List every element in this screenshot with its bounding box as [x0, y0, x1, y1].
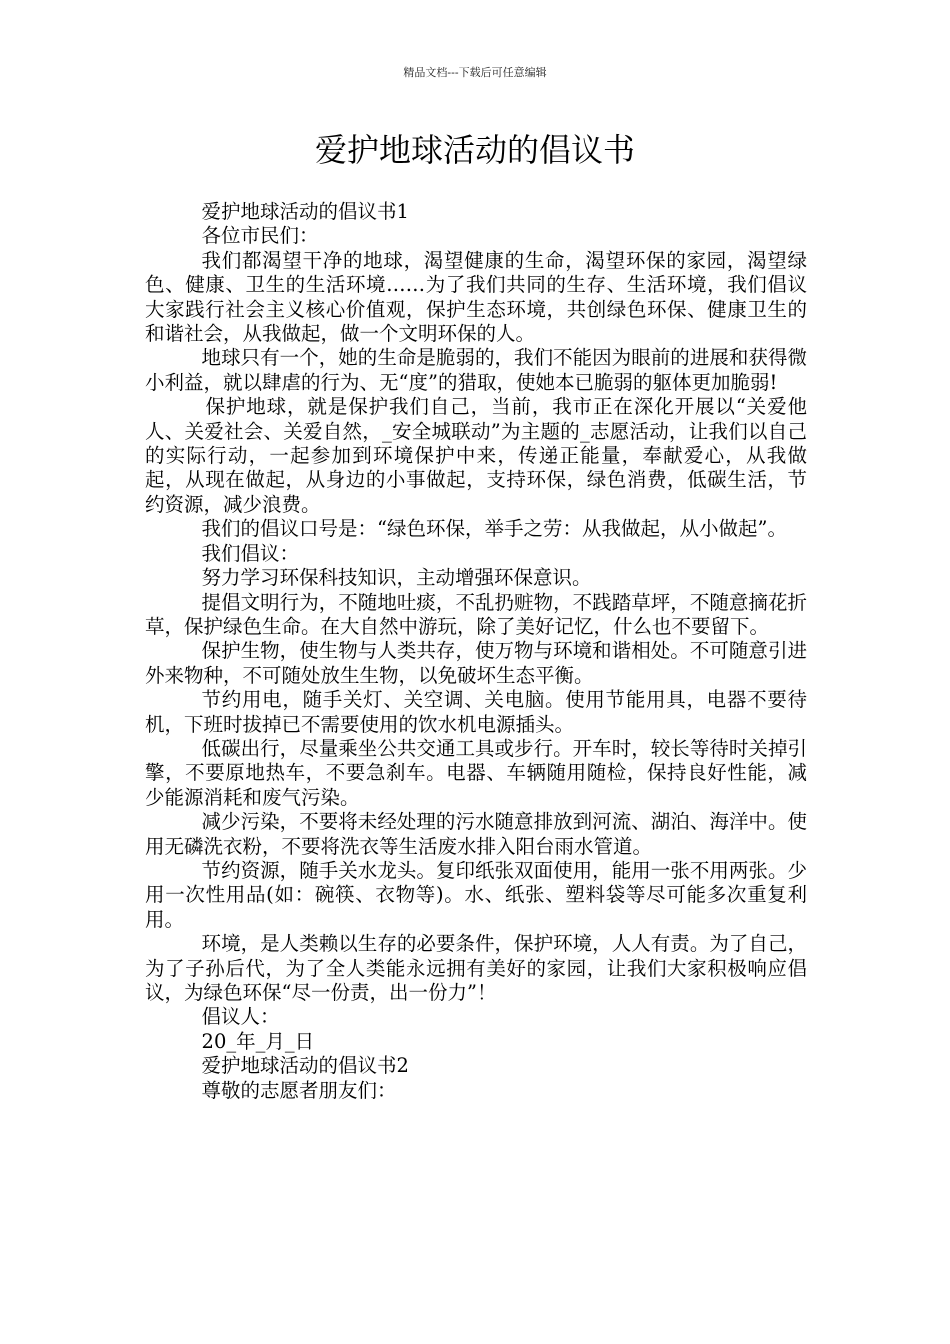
section-heading: 爱护地球活动的倡议书2: [201, 1054, 409, 1078]
paragraph: 环境，是人类赖以生存的必要条件，保护环境，人人有责。为了自己，为了子孙后代，为了全人类能永远拥有美好的家园，让我们大家积极响应倡议，为绿色环保“尽一份责，出一份力”！: [145, 932, 807, 1004]
document-title: 爱护地球活动的倡议书: [314, 131, 635, 169]
salutation: 各位市民们：: [201, 224, 319, 248]
paragraph: 节约资源，随手关水龙头。复印纸张双面使用，能用一张不用两张。少用一次性用品(如：碗筷、衣物等)。水、纸张、塑料袋等尽可能多次重复利用。: [145, 858, 807, 931]
paragraph: 节约用电，随手关灯、关空调、关电脑。使用节能用具，电器不要待机，下班时拔掉已不需要使用的饮水机电源插头。: [145, 688, 807, 736]
date-line: 20_年_月_日: [201, 1029, 315, 1053]
header-note: 精品文档---下载后可任意编辑: [403, 66, 547, 79]
paragraph: 努力学习环保科技知识，主动增强环保意识。: [201, 566, 592, 590]
paragraph: 保护生物，使生物与人类共存，使万物与环境和谐相处。不可随意引进外来物种，不可随处放生生物，以免破坏生态平衡。: [145, 639, 807, 687]
paragraph: 地球只有一个，她的生命是脆弱的，我们不能因为眼前的进展和获得微小利益，就以肆虐的行为、无“度”的猎取，使她本已脆弱的躯体更加脆弱!: [145, 346, 807, 394]
paragraph: 提倡文明行为，不随地吐痰，不乱扔赃物，不践踏草坪，不随意摘花折草，保护绿色生命。在大自然中游玩，除了美好记忆，什么也不要留下。: [145, 590, 807, 638]
paragraph: 保护地球，就是保护我们自己，当前，我市正在深化开展以“关爱他人、关爱社会、关爱自然，_安全城联动”为主题的_志愿活动，让我们以自己的实际行动，一起参加到环境保护中来，传递正能量，奉献爱心，从我做起，从现在做起，从身边的小事做起，支持环保，绿色消费，低碳生活，节约资源，减少浪费。: [145, 395, 807, 516]
paragraph: 我们倡议：: [201, 541, 300, 565]
salutation: 尊敬的志愿者朋友们：: [201, 1078, 397, 1102]
paragraph: 减少污染，不要将未经处理的污水随意排放到河流、湖泊、海洋中。使用无磷洗衣粉，不要将洗衣等生活废水排入阳台雨水管道。: [145, 810, 807, 858]
paragraph: 我们的倡议口号是：“绿色环保，举手之劳：从我做起，从小做起”。: [201, 517, 787, 541]
paragraph: 我们都渴望干净的地球，渴望健康的生命，渴望环保的家园，渴望绿色、健康、卫生的生活环境……为了我们共同的生存、生活环境，我们倡议大家践行社会主义核心价值观，保护生态环境，共创绿色环保、健康卫生的和谐社会，从我做起，做一个文明环保的人。: [145, 248, 807, 346]
section-heading: 爱护地球活动的倡议书1: [201, 200, 409, 223]
signature-label: 倡议人：: [201, 1005, 280, 1029]
document-body: [145, 200, 807, 1103]
paragraph: 低碳出行，尽量乘坐公共交通工具或步行。开车时，较长等待时关掉引擎，不要原地热车，不要急刹车。电器、车辆随用随检，保持良好性能，减少能源消耗和废气污染。: [145, 736, 807, 809]
